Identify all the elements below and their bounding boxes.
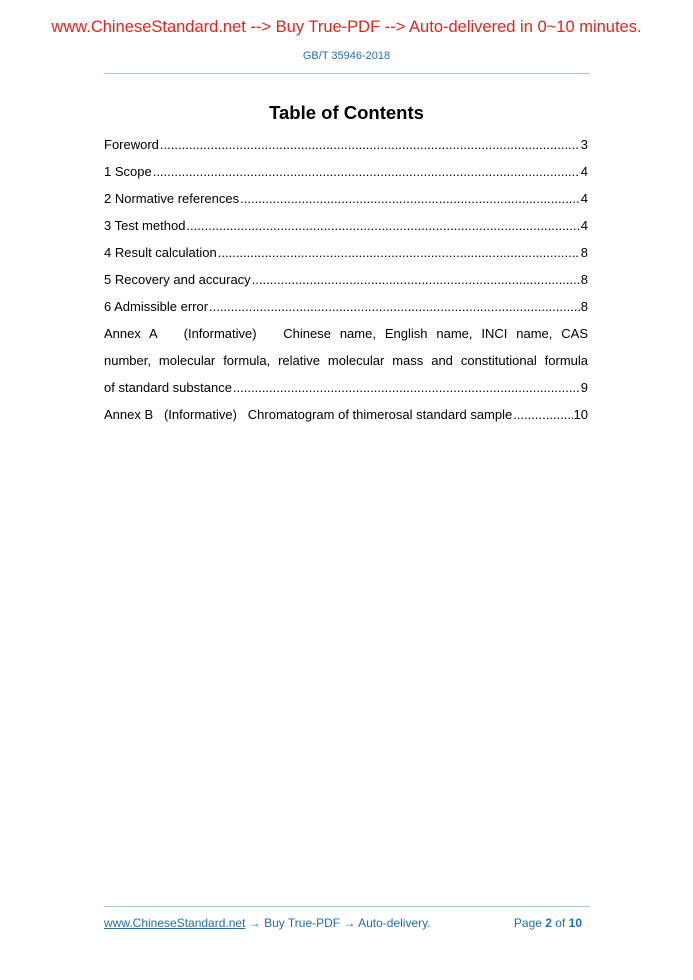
toc-entry-label-line: Annex A (Informative) Chinese name, English name, INCI name, CAS xyxy=(104,326,588,341)
footer-divider xyxy=(104,906,590,907)
current-page: 2 xyxy=(545,916,552,930)
toc-entry-label: of standard substance xyxy=(104,380,232,395)
toc-entry-test-method[interactable] xyxy=(104,217,588,244)
toc-dot-leader xyxy=(186,217,579,235)
header-banner[interactable]: www.ChineseStandard.net --> Buy True-PDF --> Auto-delivered in 0~10 minutes. xyxy=(51,18,642,36)
toc-entry-annex-b[interactable] xyxy=(104,406,588,433)
toc-entry-label: Foreword xyxy=(104,137,159,152)
toc-dot-leader xyxy=(153,163,580,181)
toc-entry-page: 9 xyxy=(580,380,588,395)
page-number xyxy=(514,916,582,930)
toc-entry-label: 4 Result calculation xyxy=(104,245,217,260)
toc-entry-scope[interactable] xyxy=(104,163,588,190)
toc-entry-page: 4 xyxy=(580,218,588,233)
page-prefix: Page xyxy=(513,916,546,930)
toc-dot-leader xyxy=(513,406,572,424)
toc-entry-label: 5 Recovery and accuracy xyxy=(104,272,251,287)
toc-entry-page: 8 xyxy=(580,272,588,287)
toc-entry-page: 3 xyxy=(580,137,588,152)
total-pages: 10 xyxy=(568,916,582,930)
toc-dot-leader xyxy=(160,136,580,154)
page-separator: of xyxy=(551,916,569,930)
toc-entry-last-line xyxy=(104,379,588,406)
toc-entry-page: 8 xyxy=(580,245,588,260)
header-divider xyxy=(104,73,590,74)
toc-entry-foreword[interactable] xyxy=(104,136,588,163)
toc-title: Table of Contents xyxy=(269,102,424,123)
toc-dot-leader xyxy=(240,190,580,208)
footer-promo-text: → Buy True-PDF → Auto-delivery. xyxy=(245,916,431,930)
toc-entry-label: 1 Scope xyxy=(104,164,152,179)
footer-site-link[interactable]: www.ChineseStandard.net xyxy=(104,916,246,930)
toc-dot-leader xyxy=(209,298,580,316)
standard-code: GB/T 35946-2018 xyxy=(302,50,391,62)
toc-entry-recovery-accuracy[interactable] xyxy=(104,271,588,298)
toc-entry-page: 8 xyxy=(580,299,588,314)
toc-dot-leader xyxy=(218,244,580,262)
table-of-contents xyxy=(104,136,588,433)
footer-promo xyxy=(104,916,431,930)
toc-entry-label: 6 Admissible error xyxy=(104,299,209,314)
toc-entry-page: 4 xyxy=(580,164,588,179)
toc-entry-admissible-error[interactable] xyxy=(104,298,588,325)
toc-entry-result-calculation[interactable] xyxy=(104,244,588,271)
toc-entry-normative-references[interactable] xyxy=(104,190,588,217)
toc-dot-leader xyxy=(252,271,580,289)
toc-dot-leader xyxy=(233,379,580,397)
toc-entry-label: 2 Normative references xyxy=(104,191,240,206)
toc-entry-label-line: number, molecular formula, relative molecular mass and constitutional formula xyxy=(104,353,588,368)
toc-entry-annex-a[interactable] xyxy=(104,325,588,406)
toc-entry-page: 10 xyxy=(573,407,588,422)
toc-entry-label: 3 Test method xyxy=(104,218,186,233)
toc-entry-label: Annex B (Informative) Chromatogram of thimerosal standard sample xyxy=(104,407,513,422)
toc-entry-page: 4 xyxy=(580,191,588,206)
